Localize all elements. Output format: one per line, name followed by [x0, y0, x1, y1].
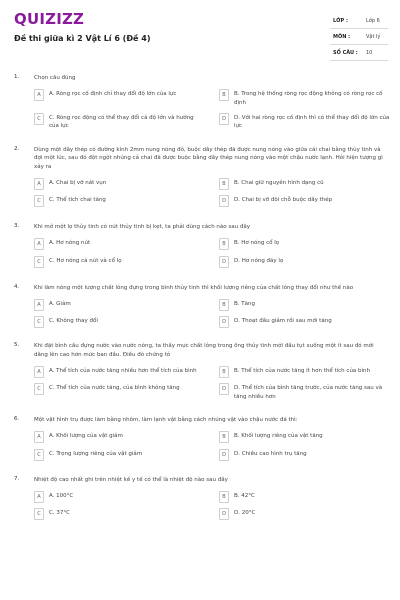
- option-letter-box: A: [34, 238, 44, 250]
- option-letter-box: D: [219, 195, 229, 207]
- question-number: 5.: [14, 342, 20, 349]
- option-letter-box: C: [34, 113, 44, 125]
- option-letter-box: B: [219, 366, 229, 378]
- question-item: [0, 416, 400, 461]
- question-item: [0, 284, 400, 329]
- question-item: [0, 146, 400, 208]
- option-text: D. Thể tích của bình tăng trước, của nước tăng sau và tăng nhiều hơn: [234, 385, 383, 400]
- meta-row-subject: [330, 31, 388, 45]
- meta-panel: [330, 15, 388, 61]
- answer-option[interactable]: [34, 238, 205, 251]
- option-letter-box: C: [34, 256, 44, 268]
- option-letter-box: C: [34, 383, 44, 395]
- answer-options: [34, 89, 390, 131]
- answer-option[interactable]: [219, 255, 390, 268]
- option-text: D. Chiều cao hình trụ tăng: [234, 450, 307, 457]
- answer-options: [34, 365, 386, 401]
- option-letter-box: C: [34, 508, 44, 520]
- option-text: B. Tăng: [234, 300, 255, 307]
- question-number: 7.: [14, 475, 20, 482]
- option-letter-box: B: [219, 431, 229, 443]
- answer-option[interactable]: [219, 508, 390, 521]
- option-letter-box: A: [34, 89, 44, 101]
- option-letter-box: D: [219, 316, 229, 328]
- option-text: C. Hơ nóng cả nút và cổ lọ: [49, 257, 122, 264]
- option-letter-box: D: [219, 383, 229, 395]
- answer-option[interactable]: [34, 177, 205, 190]
- answer-options: [34, 177, 386, 207]
- option-letter-box: C: [34, 449, 44, 461]
- meta-row-question-count: [330, 47, 388, 61]
- meta-value: Vật lý: [366, 34, 381, 40]
- question-item: [0, 476, 400, 521]
- option-text: D. Chai bị vỡ đôi chỗ buộc dây thép: [234, 197, 333, 204]
- question-number: 2.: [14, 145, 20, 152]
- meta-value: 10: [366, 50, 373, 56]
- option-text: A. Chai bị vỡ nát vụn: [49, 179, 107, 186]
- answer-option[interactable]: [219, 89, 390, 108]
- option-text: D. Hơ nóng đáy lọ: [234, 257, 284, 264]
- answer-options: [34, 298, 386, 328]
- question-text: Một vật hình trụ được làm bằng nhôm, làm lạnh vật bằng cách nhúng vật vào chậu nước đá thì:: [34, 417, 298, 424]
- option-text: B. Hơ nóng cổ lọ: [234, 240, 280, 247]
- option-letter-box: A: [34, 491, 44, 503]
- answer-option[interactable]: [34, 365, 205, 378]
- question-number: 6.: [14, 416, 20, 423]
- option-text: A. Ròng rọc cố định chỉ thay đổi độ lớn của lực: [49, 91, 177, 98]
- option-text: A. Khối lượng của vật giảm: [49, 433, 123, 440]
- meta-label: SỐ CÂU :: [333, 50, 358, 56]
- option-text: C. 37°C: [49, 510, 70, 517]
- question-text: Nhiệt độ cao nhất ghi trên nhiệt kế y tế có thể là nhiệt độ nào sau đây: [34, 476, 228, 483]
- option-text: B. 42°C: [234, 492, 255, 499]
- option-text: D. 20°C: [234, 510, 256, 517]
- question-text: Khi mở một lọ thủy tinh có nút thủy tinh bị kẹt, ta phải dùng cách nào sau đây: [34, 224, 250, 231]
- option-letter-box: B: [219, 178, 229, 190]
- answer-option[interactable]: [219, 112, 390, 131]
- question-item: [0, 342, 400, 401]
- option-text: A. Giảm: [49, 300, 71, 307]
- answer-option[interactable]: [34, 490, 205, 503]
- answer-option[interactable]: [34, 383, 205, 402]
- option-letter-box: D: [219, 113, 229, 125]
- answer-option[interactable]: [219, 195, 390, 208]
- answer-option[interactable]: [219, 490, 390, 503]
- answer-option[interactable]: [219, 298, 390, 311]
- option-text: A. Hơ nóng nút: [49, 240, 91, 247]
- option-text: B. Khối lượng riêng của vật tăng: [234, 433, 323, 440]
- option-letter-box: A: [34, 366, 44, 378]
- question-text: Chọn câu đúng: [34, 75, 76, 81]
- answer-option[interactable]: [219, 177, 390, 190]
- question-number: 1.: [14, 74, 20, 80]
- meta-value: Lớp 6: [366, 18, 380, 24]
- answer-option[interactable]: [219, 316, 390, 329]
- meta-row-class: [330, 15, 388, 29]
- option-text: D. Thoạt đầu giảm rồi sau mới tăng: [234, 318, 332, 325]
- option-text: C. Không thay đổi: [49, 318, 98, 325]
- option-text: C. Thể tích chai tăng: [49, 197, 106, 204]
- question-item: [0, 74, 400, 131]
- option-text: C. Ròng rọc động có thể thay đổi cả độ lớn và hướng của lực: [49, 114, 194, 130]
- option-letter-box: B: [219, 299, 229, 311]
- answer-option[interactable]: [34, 316, 205, 329]
- quizizz-logo: QUIZIZZ: [14, 10, 85, 28]
- answer-option[interactable]: [34, 112, 205, 131]
- question-number: 3.: [14, 223, 20, 230]
- option-text: B. Thể tích của nước tăng ít hơn thể tích của bình: [234, 367, 371, 374]
- answer-option[interactable]: [219, 431, 390, 444]
- option-text: A. Thể tích của nước tăng nhiều hơn thể tích của bình: [49, 367, 197, 374]
- option-letter-box: B: [219, 491, 229, 503]
- answer-option[interactable]: [219, 448, 390, 461]
- option-text: B. Trong hệ thống ròng rọc động không có ròng rọc cố định: [234, 91, 383, 106]
- answer-option[interactable]: [219, 238, 390, 251]
- answer-option[interactable]: [34, 431, 205, 444]
- option-text: B. Chai giữ nguyên hình dạng cũ: [234, 179, 324, 186]
- option-letter-box: C: [34, 316, 44, 328]
- answer-option[interactable]: [34, 508, 205, 521]
- option-letter-box: B: [219, 89, 229, 101]
- document-title: Đề thi giữa kì 2 Vật Lí 6 (Đề 4): [14, 34, 151, 43]
- question-list: [0, 74, 400, 520]
- option-letter-box: A: [34, 299, 44, 311]
- answer-option[interactable]: [34, 448, 205, 461]
- option-letter-box: A: [34, 431, 44, 443]
- option-letter-box: D: [219, 449, 229, 461]
- meta-label: MÔN :: [333, 34, 351, 40]
- answer-option[interactable]: [34, 89, 205, 108]
- option-letter-box: B: [219, 238, 229, 250]
- worksheet-header: [0, 0, 400, 64]
- question-number: 4.: [14, 283, 20, 290]
- question-text: Khi đặt bình cầu đựng nước vào nước nóng, ta thấy mực chất lỏng trong ống thủy tinh mới đầu tụt xuống một ít sau đó mới dâng lên cao hơn mức ban đầu. Điều đó chứng tỏ: [34, 343, 374, 358]
- option-text: C. Trọng lượng riêng của vật giảm: [49, 450, 143, 457]
- answer-options: [34, 490, 386, 520]
- answer-option[interactable]: [219, 383, 390, 402]
- answer-option[interactable]: [34, 298, 205, 311]
- question-text: Dùng một dây thép có đường kính 2mm nung nóng đỏ, buộc dây thép đã được nung nóng vào giữa cái chai bằng thủy tinh và đợi một lúc, sau đó đột ngột nhúng cả chai đã được buộc bằng dây thép nung nóng vào một chậu nước lạnh. Hỏi hiện tượng gì xảy ra: [34, 146, 383, 170]
- question-text: Khi làm nóng một lượng chất lỏng đựng trong bình thủy tinh thì khối lượng riêng của chất lỏng thay đổi như thế nào: [34, 284, 354, 291]
- option-text: A. 100°C: [49, 492, 74, 499]
- meta-label: LỚP :: [333, 18, 348, 24]
- option-text: D. Với hai ròng rọc cố định thì có thể thay đổi độ lớn của lực: [234, 114, 390, 130]
- answer-options: [34, 431, 386, 461]
- answer-option[interactable]: [219, 365, 390, 378]
- answer-option[interactable]: [34, 195, 205, 208]
- option-letter-box: D: [219, 508, 229, 520]
- answer-option[interactable]: [34, 255, 205, 268]
- option-letter-box: A: [34, 178, 44, 190]
- option-letter-box: C: [34, 195, 44, 207]
- question-item: [0, 223, 400, 268]
- answer-options: [34, 238, 386, 268]
- option-text: C. Thể tích của nước tăng, của bình không tăng: [49, 385, 180, 392]
- option-letter-box: D: [219, 256, 229, 268]
